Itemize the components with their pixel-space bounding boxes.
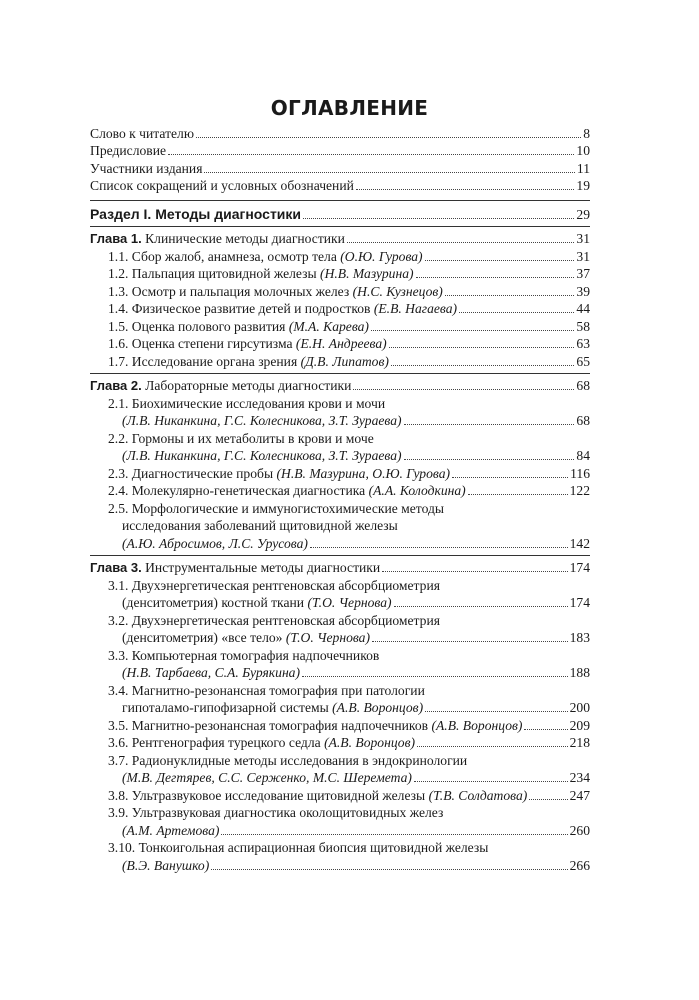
dot-leader: [391, 364, 574, 366]
dot-leader: [404, 423, 575, 425]
item-line: [108, 300, 590, 318]
item-title: 1.1. Сбор жалоб, анамнеза, осмотр тела (О.Ю. Гурова): [108, 248, 423, 264]
divider: [90, 373, 590, 374]
dot-leader: [404, 458, 575, 460]
section-entry[interactable]: [90, 205, 590, 223]
chapter-name: Лабораторные методы диагностики: [141, 378, 352, 393]
dot-leader: [204, 171, 574, 173]
item-author: (А.В. Воронцов): [324, 735, 416, 750]
page-number: 218: [569, 735, 590, 750]
chapter-entry[interactable]: [90, 377, 590, 395]
chapter-label: Глава 3.: [90, 560, 142, 575]
item-author: (Л.В. Никанкина, Г.С. Колесникова, З.Т. Зураева): [122, 448, 402, 463]
toc-item[interactable]: [90, 716, 590, 734]
page-number: 174: [569, 560, 590, 575]
item-author: (Е.В. Нагаева): [373, 301, 458, 316]
page-number: 10: [576, 143, 590, 158]
toc-entry[interactable]: [90, 124, 590, 142]
dot-leader: [382, 570, 567, 572]
toc-item[interactable]: [90, 576, 590, 611]
dot-leader: [425, 259, 575, 261]
item-title: 1.3. Осмотр и пальпация молочных желез (Н.С. Кузнецов): [108, 283, 443, 299]
page-number: 116: [570, 465, 590, 481]
dot-leader: [168, 153, 574, 155]
item-line: [108, 394, 590, 412]
item-title: (денситометрия) «все тело» (Т.О. Чернова): [122, 630, 371, 645]
chapter-title: [90, 230, 345, 247]
page-number: 19: [576, 178, 590, 193]
chapter-entry[interactable]: [90, 559, 590, 577]
toc-item[interactable]: [90, 786, 590, 804]
dot-leader: [356, 188, 575, 190]
page-number: 260: [569, 822, 590, 838]
item-title: 3.2. Двухэнергетическая рентгеновская абсорбциометрия: [108, 612, 440, 628]
item-title: 3.1. Двухэнергетическая рентгеновская абсорбциометрия: [108, 577, 440, 593]
dot-leader: [524, 728, 567, 730]
chapter-title: [90, 377, 351, 394]
dot-leader: [417, 745, 568, 747]
page-number: 234: [569, 770, 590, 785]
item-line: [108, 839, 590, 857]
page-number: 65: [576, 353, 590, 369]
item-line: [108, 769, 590, 787]
page-number: 68: [576, 378, 590, 393]
item-author: (В.Э. Ванушко): [122, 857, 210, 873]
item-author: (Т.О. Чернова): [285, 630, 371, 645]
dot-leader: [452, 476, 568, 478]
toc-item[interactable]: [90, 499, 590, 552]
page-number: 84: [576, 448, 590, 463]
toc-entry[interactable]: [90, 142, 590, 160]
item-author: (Н.С. Кузнецов): [352, 283, 443, 299]
item-line: [108, 499, 590, 517]
item-line: [108, 464, 590, 482]
page-number: 183: [569, 630, 590, 645]
dot-leader: [347, 241, 574, 243]
toc-entry[interactable]: [90, 177, 590, 195]
chapter-label: Глава 2.: [90, 378, 142, 393]
toc-item[interactable]: [90, 300, 590, 318]
toc-item[interactable]: [90, 734, 590, 752]
page-number: 58: [576, 318, 590, 334]
item-author: (А.М. Артемова): [122, 822, 220, 838]
item-author: (Н.В. Мазурина, О.Ю. Гурова): [276, 465, 451, 481]
item-title: исследования заболеваний щитовидной железы: [122, 518, 398, 533]
page-number: 200: [569, 700, 590, 715]
dot-leader: [425, 710, 567, 712]
page-number: 31: [576, 248, 590, 264]
item-line: [108, 517, 590, 535]
item-author: (М.А. Карева): [288, 318, 369, 334]
item-author: (А.Ю. Абросимов, Л.С. Урусова): [122, 535, 308, 551]
item-author: (Н.В. Мазурина): [320, 266, 414, 281]
item-author: (Е.Н. Андреева): [295, 336, 387, 351]
page-number: 188: [569, 665, 590, 680]
chapter-title: [90, 559, 380, 576]
item-title: 1.7. Исследование органа зрения (Д.В. Липатов): [108, 353, 389, 369]
item-title: 3.3. Компьютерная томография надпочечников: [108, 647, 380, 663]
item-title: 1.2. Пальпация щитовидной железы (Н.В. Мазурина): [108, 266, 414, 281]
section-title: Раздел I. Методы диагностики: [90, 205, 302, 222]
item-title: гипоталамо-гипофизарной системы (А.В. Воронцов): [122, 700, 424, 715]
item-author: (А.А. Колодкина): [368, 483, 466, 498]
page-number: 37: [576, 266, 590, 281]
dot-leader: [414, 780, 568, 782]
item-author: (Н.В. Тарбаева, С.А. Бурякина): [122, 665, 301, 680]
page-number: 63: [576, 336, 590, 351]
item-title: 2.3. Диагностические пробы (Н.В. Мазурина, О.Ю. Гурова): [108, 465, 451, 481]
item-line: [108, 265, 590, 283]
page-number: 31: [576, 231, 590, 246]
item-line: [108, 282, 590, 300]
dot-leader: [389, 346, 575, 348]
item-line: [108, 664, 590, 682]
toc-item[interactable]: [90, 646, 590, 681]
toc-item[interactable]: [90, 681, 590, 716]
item-title: (денситометрия) костной ткани (Т.О. Чернова): [122, 595, 392, 610]
dot-leader: [445, 294, 575, 296]
toc-item[interactable]: [90, 611, 590, 646]
dot-leader: [310, 546, 568, 548]
toc-item[interactable]: [90, 751, 590, 786]
page-number: 122: [569, 483, 590, 498]
item-author: (Т.В. Солдатова): [428, 787, 528, 803]
item-line: [108, 335, 590, 353]
item-title: 2.4. Молекулярно-генетическая диагностика (А.А. Колодкина): [108, 483, 466, 498]
item-title: 1.4. Физическое развитие детей и подростков (Е.В. Нагаева): [108, 301, 458, 316]
dot-leader: [221, 833, 567, 835]
item-author: (Л.В. Никанкина, Г.С. Колесникова, З.Т. Зураева): [122, 413, 402, 428]
page-number: 11: [576, 160, 590, 176]
page-number: 174: [569, 595, 590, 610]
item-line: [108, 716, 590, 734]
item-line: [108, 576, 590, 594]
page-number: 266: [569, 857, 590, 873]
toc-item[interactable]: [90, 804, 590, 839]
dot-leader: [211, 868, 567, 870]
divider: [90, 555, 590, 556]
toc-item[interactable]: [90, 352, 590, 370]
divider: [90, 226, 590, 227]
item-line: [108, 681, 590, 699]
item-line: [108, 352, 590, 370]
item-line: [108, 821, 590, 839]
item-line: [108, 699, 590, 717]
page-number: 142: [569, 535, 590, 551]
item-author: (О.Ю. Гурова): [340, 248, 423, 264]
entry-title: Список сокращений и условных обозначений: [90, 178, 354, 193]
item-line: [108, 594, 590, 612]
table-of-contents: [90, 124, 590, 874]
item-line: [108, 482, 590, 500]
item-title: 3.10. Тонкоигольная аспирационная биопсия щитовидной железы: [108, 840, 489, 855]
chapter-entry[interactable]: [90, 230, 590, 248]
item-title: 2.1. Биохимические исследования крови и мочи: [108, 395, 386, 411]
toc-item[interactable]: [90, 839, 590, 874]
item-line: [108, 856, 590, 874]
item-line: [108, 786, 590, 804]
toc-item[interactable]: [90, 265, 590, 283]
item-title: 3.7. Радионуклидные методы исследования в эндокринологии: [108, 752, 468, 768]
item-title: 3.9. Ультразвуковая диагностика околощитовидных желез: [108, 805, 444, 820]
dot-leader: [459, 311, 574, 313]
toc-item[interactable]: [90, 317, 590, 335]
item-title: 2.5. Морфологические и иммуногистохимические методы: [108, 500, 445, 516]
item-line: [108, 247, 590, 265]
dot-leader: [196, 136, 581, 138]
toc-item[interactable]: [90, 282, 590, 300]
item-title: 3.5. Магнитно-резонансная томография надпочечников (А.В. Воронцов): [108, 717, 523, 733]
dot-leader: [303, 217, 574, 219]
item-author: (А.В. Воронцов): [332, 700, 424, 715]
item-line: [108, 751, 590, 769]
dot-leader: [302, 675, 568, 677]
item-line: [108, 447, 590, 465]
page-number: 39: [576, 283, 590, 299]
chapter-label: Глава 1.: [90, 231, 142, 246]
item-line: [108, 629, 590, 647]
toc-item[interactable]: [90, 335, 590, 353]
item-author: (А.В. Воронцов): [431, 717, 523, 733]
page-number: 68: [576, 413, 590, 428]
toc-item[interactable]: [90, 394, 590, 429]
dot-leader: [416, 276, 575, 278]
item-title: 3.4. Магнитно-резонансная томография при патологии: [108, 682, 425, 698]
page-number: 8: [583, 125, 590, 141]
toc-item[interactable]: [90, 429, 590, 464]
dot-leader: [468, 493, 568, 495]
divider: [90, 200, 590, 201]
dot-leader: [394, 605, 568, 607]
toc-item[interactable]: [90, 247, 590, 265]
item-line: [108, 646, 590, 664]
item-line: [108, 804, 590, 822]
chapter-name: Клинические методы диагностики: [141, 231, 345, 246]
toc-item[interactable]: [90, 464, 590, 482]
item-title: 2.2. Гормоны и их метаболиты в крови и моче: [108, 430, 374, 446]
dot-leader: [529, 798, 567, 800]
page-number: 29: [576, 206, 590, 222]
item-title: 3.8. Ультразвуковое исследование щитовидной железы (Т.В. Солдатова): [108, 787, 528, 803]
page-number: 209: [569, 717, 590, 733]
page-title: ОГЛАВЛЕНИЕ: [270, 96, 429, 120]
item-title: 3.6. Рентгенография турецкого седла (А.В. Воронцов): [108, 735, 416, 750]
entry-title: Слово к читателю: [90, 125, 194, 141]
toc-entry[interactable]: [90, 159, 590, 177]
dot-leader: [371, 329, 574, 331]
item-line: [108, 734, 590, 752]
item-line: [108, 429, 590, 447]
item-author: (Т.О. Чернова): [307, 595, 392, 610]
item-title: 1.5. Оценка полового развития (М.А. Карева): [108, 318, 369, 334]
item-title: 1.6. Оценка степени гирсутизма (Е.Н. Андреева): [108, 336, 387, 351]
entry-title: Участники издания: [90, 160, 203, 176]
item-author: (Д.В. Липатов): [300, 353, 389, 369]
page-number: 247: [569, 787, 590, 803]
chapter-name: Инструментальные методы диагностики: [141, 560, 381, 575]
page-number: 44: [576, 301, 590, 316]
item-author: (М.В. Дегтярев, С.С. Серженко, М.С. Шеремета): [122, 770, 412, 785]
item-line: [108, 611, 590, 629]
item-line: [108, 534, 590, 552]
item-line: [108, 317, 590, 335]
entry-title: Предисловие: [90, 143, 167, 158]
toc-item[interactable]: [90, 482, 590, 500]
item-line: [108, 412, 590, 430]
dot-leader: [372, 640, 568, 642]
dot-leader: [353, 388, 574, 390]
